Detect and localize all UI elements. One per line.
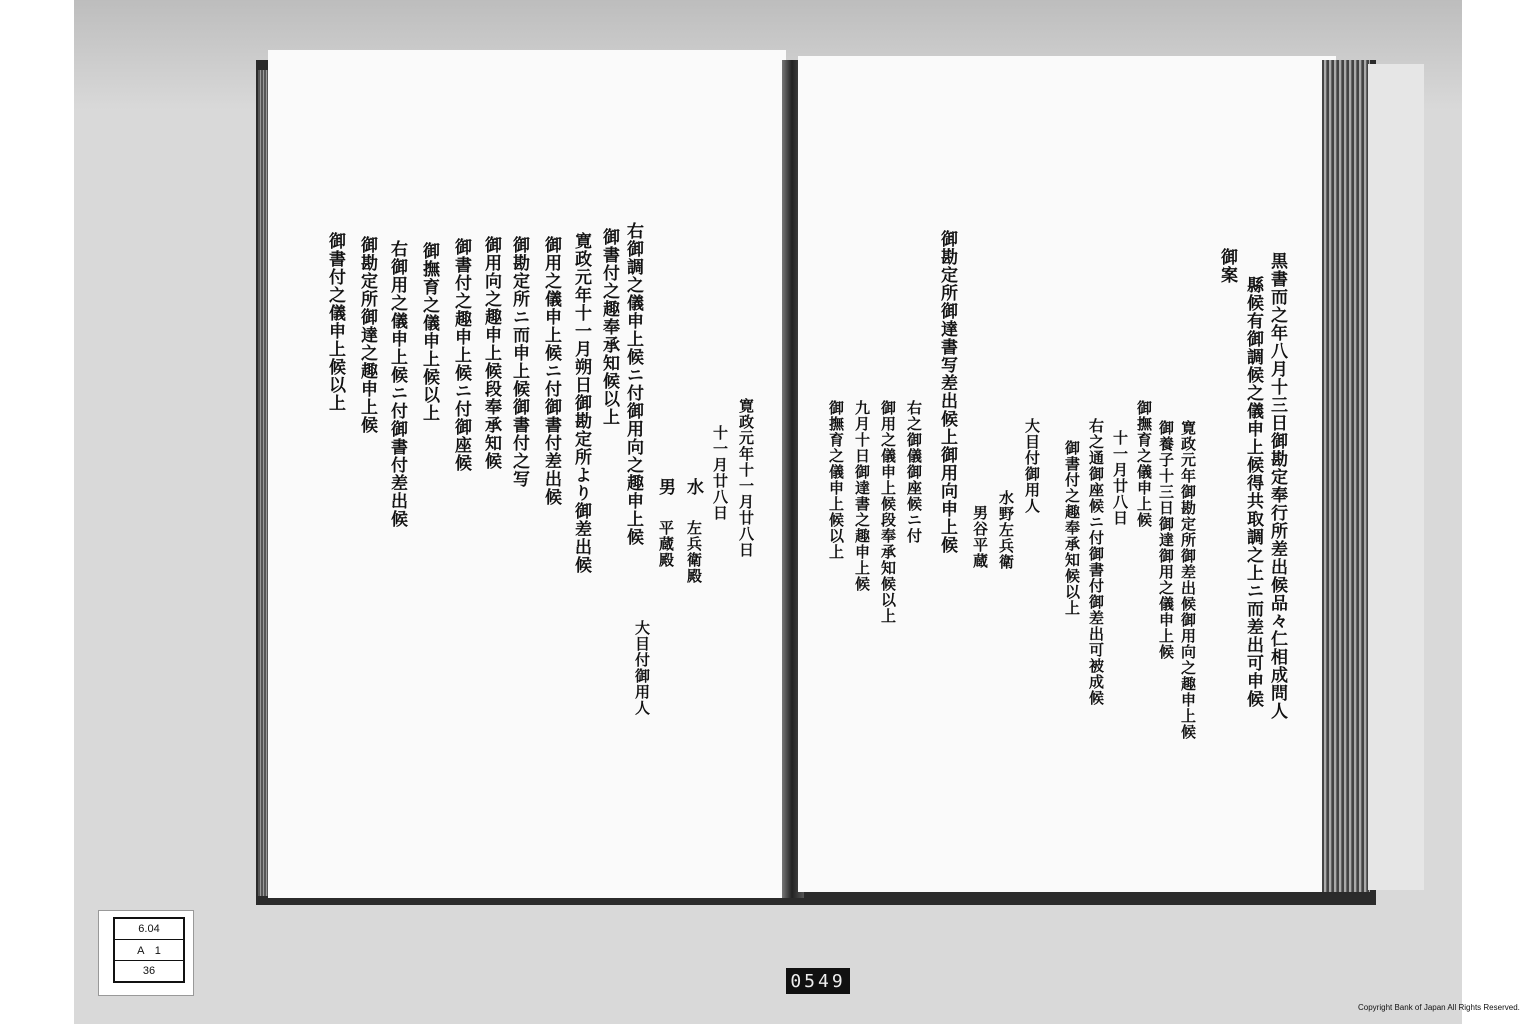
back-cover: [1368, 64, 1424, 890]
copyright-notice: Copyright Bank of Japan All Rights Reserved.: [1358, 1003, 1520, 1012]
manuscript-column: 御書付之趣奉承知候以上: [599, 228, 619, 426]
manuscript-column: 御用之儀申上候段奉承知候以上: [879, 400, 897, 624]
manuscript-column: 九月十日御達書之趣申上候: [853, 400, 871, 592]
catalog-label: [98, 910, 194, 996]
manuscript-column: 御勘定所御達之趣申上候: [357, 236, 377, 434]
manuscript-column: 縣候有御調候之儀申上候得共取調之上ニ而差出可申候: [1243, 276, 1263, 708]
catalog-label-row: 6.04: [115, 919, 183, 940]
manuscript-column: 御書付之儀申上候以上: [325, 232, 345, 412]
manuscript-column: 右之通御座候ニ付御書付御差出可被成候: [1087, 418, 1105, 706]
catalog-label-box: [113, 917, 185, 983]
manuscript-column: 御案: [1217, 248, 1237, 284]
manuscript-column: 御撫育之儀申上候以上: [827, 400, 845, 560]
manuscript-column: 御撫育之儀申上候以上: [419, 242, 439, 422]
manuscript-column: 御用之儀申上候ニ付御書付差出候: [541, 236, 561, 506]
heading-line: 寛政元年十一月廿八日: [737, 398, 755, 558]
frame-number: 0549: [786, 968, 850, 994]
manuscript-column: 御書付之趣申上候ニ付御座候: [451, 238, 471, 472]
person-name: 男谷平蔵: [971, 505, 989, 569]
manuscript-column: 寛政元年御勘定所御差出候御用向之趣申上候: [1179, 420, 1197, 740]
manuscript-column: 御用向之趣申上候段奉承知候: [481, 236, 501, 470]
manuscript-column: 寛政元年十一月朔日御勘定所より御差出候: [571, 232, 591, 574]
manuscript-column: 御撫育之儀申上候: [1135, 400, 1153, 528]
person-name: 水: [683, 478, 703, 496]
manuscript-column: 右之御儀御座候ニ付: [905, 400, 923, 544]
person-name: 男: [655, 478, 675, 496]
manuscript-column: 十一月廿八日: [1111, 430, 1129, 526]
right-page-edges: [1322, 60, 1370, 892]
person-name: 平蔵殿: [657, 520, 675, 568]
manuscript-column: 御書付之趣奉承知候以上: [1063, 440, 1081, 616]
catalog-label-row: A 1: [115, 940, 183, 961]
person-name: 左兵衛殿: [685, 520, 703, 584]
person-name: 水野左兵衛: [997, 490, 1015, 570]
date-line: 十一月廿八日: [711, 425, 729, 521]
person-name: 大目付御用人: [633, 620, 651, 716]
manuscript-column: 大目付御用人: [1023, 418, 1041, 514]
manuscript-column: 御勘定所ニ而申上候御書付之写: [509, 236, 529, 488]
manuscript-column: 御勘定所御達書写差出候上御用向申上候: [937, 230, 957, 554]
manuscript-column: 右御調之儀申上候ニ付御用向之趣申上候: [623, 222, 643, 546]
catalog-label-row: 36: [142, 965, 156, 977]
manuscript-column: 右御用之儀申上候ニ付御書付差出候: [387, 240, 407, 528]
manuscript-column: 御養子十三日御達御用之儀申上候: [1157, 420, 1175, 660]
manuscript-column: 黒書而之年八月十三日御勘定奉行所差出候品々仁相成問人: [1267, 252, 1287, 720]
